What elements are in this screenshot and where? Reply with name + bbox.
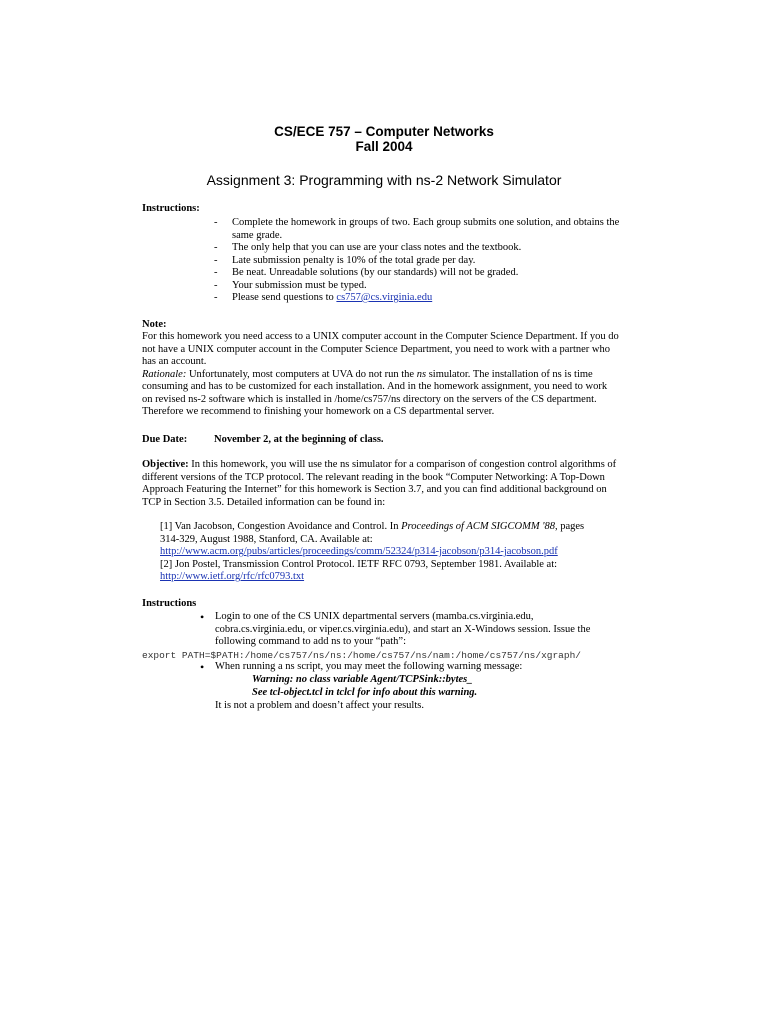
steps-list-1: [200, 611, 620, 649]
note-text: For this homework you need access to a UNIX computer account in the Computer Science Department. If you do not have a UNIX computer account in the Computer Science Department, you need to work with a partner who has an account.: [142, 331, 619, 367]
warning-line-1: Warning: no class variable Agent/TCPSink::bytes_: [252, 674, 473, 685]
due-date-label: Due Date:: [142, 434, 188, 445]
objective-label: Objective:: [142, 459, 189, 470]
course-title: CS/ECE 757 – Computer Networks: [274, 124, 494, 139]
list-item: • When running a ns script, you may meet the following warning message:: [200, 661, 620, 674]
objective-text: In this homework, you will use the ns simulator for a comparison of congestion control algorithms of different versions of the TCP protocol. The relevant reading in the book “Computer Networking: A Top-Down Approach Featuring the Internet” for this homework is Section 3.7, and you can find additional background on TCP in Section 3.5. Detailed information can be found in:: [142, 459, 617, 508]
rationale-label: Rationale:: [142, 368, 187, 380]
list-item: - Complete the homework in groups of two. Each group submits one solution, and obtains the same grade.: [214, 217, 634, 242]
assignment-title: Assignment 3: Programming with ns-2 Network Simulator: [206, 172, 562, 188]
note-body: [142, 331, 620, 419]
steps-list-2: [200, 661, 620, 674]
list-item: - The only help that you can use are your class notes and the textbook.: [214, 242, 634, 255]
after-warning-text: It is not a problem and doesn’t affect your results.: [215, 700, 424, 711]
reference-2: [2] Jon Postel, Transmission Control Protocol. IETF RFC 0793, September 1981. Available at:: [160, 558, 558, 570]
reference-1: [1] Van Jacobson, Congestion Avoidance and Control. In Proceedings of ACM SIGCOMM '88, pages 314-329, August 1988, Stanford, CA. Available at:: [160, 521, 585, 545]
term-label: Fall 2004: [355, 139, 413, 154]
email-link[interactable]: cs757@cs.virginia.edu: [336, 292, 433, 303]
note-label: Note:: [142, 319, 167, 330]
list-item: - Be neat. Unreadable solutions (by our standards) will not be graded.: [214, 267, 634, 280]
list-item: [214, 292, 634, 305]
list-item: • Login to one of the CS UNIX departmental servers (mamba.cs.virginia.edu, cobra.cs.virginia.edu, or viper.cs.virginia.edu), and start an X-Windows session. Issue the following command to add ns to your “path”:: [200, 611, 620, 649]
rationale-text: Rationale: Unfortunately, most computers at UVA do not run the ns simulator. The installation of ns is time consuming and has to be customized for each installation. And in the homework assignment, you need to work on revised ns-2 software which is installed in /home/cs757/ns directory on the servers of the CS department. Therefore we recommend to finishing your homework on a CS departmental server.: [142, 368, 608, 417]
ns-term: ns: [416, 368, 427, 380]
steps-label: Instructions: [142, 598, 197, 609]
list-item: - Your submission must be typed.: [214, 280, 634, 293]
instructions-label: Instructions:: [142, 203, 200, 214]
instructions-list: [214, 217, 634, 305]
references: [160, 521, 600, 584]
reference-1-link[interactable]: http://www.acm.org/pubs/articles/proceedings/comm/52324/p314-jacobson/p314-jacobson.pdf: [160, 546, 558, 557]
reference-1-venue: Proceedings of ACM SIGCOMM '88: [401, 521, 555, 532]
objective-paragraph: [142, 459, 620, 509]
warning-line-2: See tcl-object.tcl in tclcl for info about this warning.: [252, 687, 478, 698]
path-command: export PATH=$PATH:/home/cs757/ns/ns:/home/cs757/ns/nam:/home/cs757/ns/xgraph/: [142, 650, 581, 661]
due-date-value: November 2, at the beginning of class.: [214, 434, 384, 445]
reference-2-link[interactable]: http://www.ietf.org/rfc/rfc0793.txt: [160, 571, 305, 582]
questions-prefix: Please send questions to: [232, 292, 337, 303]
list-item: - Late submission penalty is 10% of the total grade per day.: [214, 255, 634, 268]
